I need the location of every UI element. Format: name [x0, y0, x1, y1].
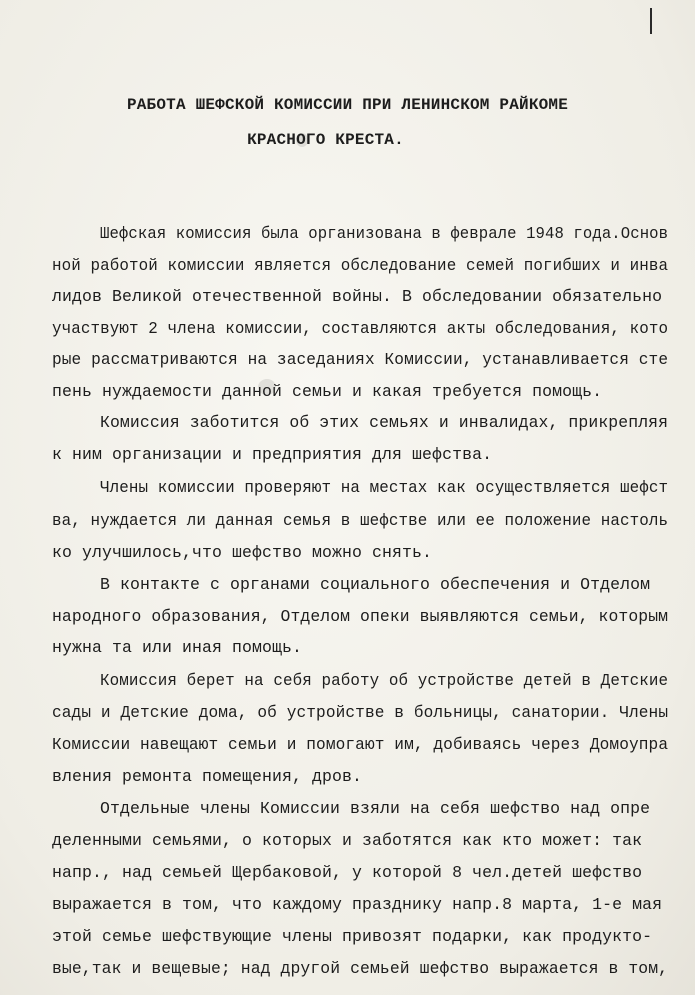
body-line: пень нуждаемости данной семьи и какая требуется помощь.: [52, 382, 603, 401]
body-line: Комиссии навещают семьи и помогают им, добиваясь через Домоупра: [52, 735, 669, 754]
body-line: ко улучшилось,что шефство можно снять.: [52, 543, 433, 562]
body-line: Комиссия берет на себя работу об устройстве детей в Детские: [100, 671, 669, 690]
body-line: к ним организации и предприятия для шефства.: [52, 445, 493, 464]
body-line: Шефская комиссия была организована в феврале 1948 года.Основ: [100, 224, 669, 243]
body-line: В контакте с органами социального обеспечения и Отделом: [100, 575, 651, 594]
body-line: напр., над семьей Щербаковой, у которой 8 чел.детей шефство: [52, 863, 643, 882]
body-line: участвуют 2 члена комиссии, составляются акты обследования, кото: [52, 319, 669, 338]
body-line: Комиссия заботится об этих семьях и инвалидах, прикрепляя: [100, 413, 669, 432]
document-title-line-2: КРАСНОГО КРЕСТА.: [247, 131, 404, 149]
body-line: выражается в том, что каждому празднику напр.8 марта, 1-е мая: [52, 895, 663, 914]
body-line: Отдельные члены Комиссии взяли на себя шефство над опре: [100, 799, 651, 818]
body-line: ной работой комиссии является обследование семей погибших и инва: [52, 256, 669, 275]
body-line: народного образования, Отделом опеки выявляются семьи, которым: [52, 607, 669, 626]
body-line: Члены комиссии проверяют на местах как осуществляется шефст: [100, 478, 669, 497]
body-line: рые рассматриваются на заседаниях Комиссии, устанавливается сте: [52, 350, 669, 369]
body-line: вые,так и вещевые; над другой семьей шефство выражается в том,: [52, 959, 669, 978]
body-line: нужна та или иная помощь.: [52, 638, 303, 657]
body-line: ва, нуждается ли данная семья в шефстве или ее положение настоль: [52, 511, 669, 530]
document-title-line-1: РАБОТА ШЕФСКОЙ КОМИССИИ ПРИ ЛЕНИНСКОМ РАЙКОМЕ: [126, 96, 569, 114]
body-line: сады и Детские дома, об устройстве в больницы, санатории. Члены: [52, 703, 669, 722]
ink-smudge: [296, 133, 308, 147]
page-corner-mark: [650, 8, 652, 34]
body-line: лидов Великой отечественной войны. В обследовании обязательно: [52, 287, 663, 306]
body-line: вления ремонта помещения, дров.: [52, 767, 363, 786]
body-line: этой семье шефствующие члены привозят подарки, как продукто-: [52, 927, 653, 946]
body-line: деленными семьями, о которых и заботятся как кто может: так: [52, 831, 643, 850]
